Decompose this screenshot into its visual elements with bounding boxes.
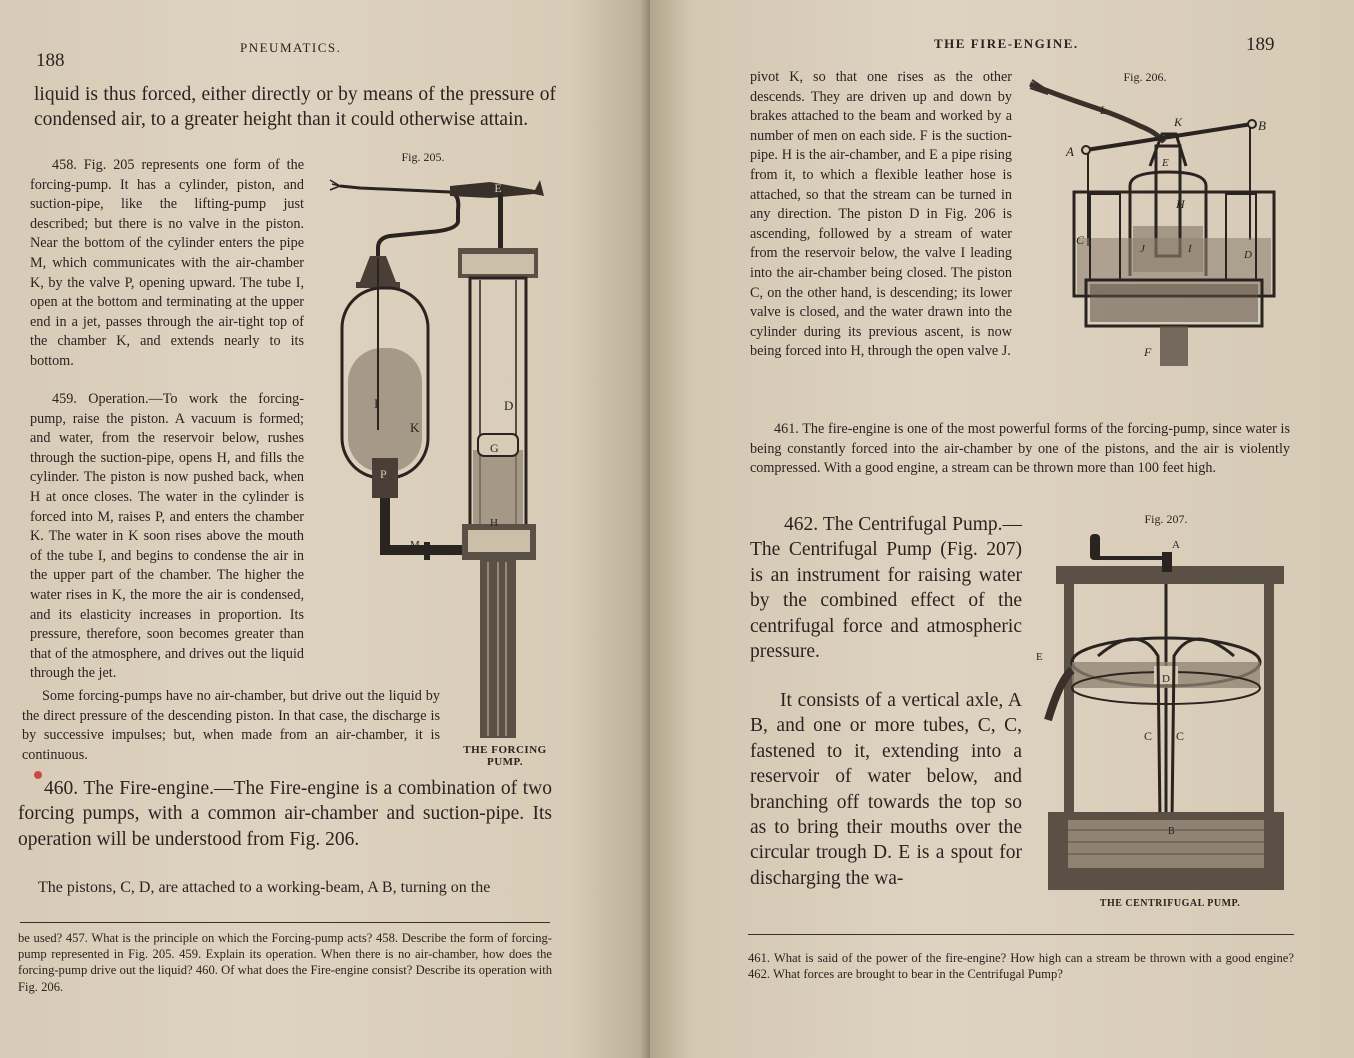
paragraph-461: 461. The fire-engine is one of the most powerful forms of the forcing-pump, since water is being constantly forced into the air-chamber by one of the pistons, and the air is violently compressed. With a good engine, a stream can be thrown more than 100 feet high. xyxy=(750,421,1290,477)
paragraph-459: 459. Operation.—To work the forcing-pump, raise the piston. A vacuum is formed; and water, from the reservoir below, rushes through the suction-pipe, opens H, and fills the cylinder. The piston is now pushed back, when H at once closes. The water in the cylinder is forced into M, raises P, and enters the chamber K. The water in K soon rises above the mouth of the tube I, and begins to condense the air in the upper part of the chamber. The higher the water rises in K, the more the air is condensed, and its elasticity increases in proportion. Its pressure, therefore, soon becomes greater than that of the atmosphere, and drives out the liquid through the jet. xyxy=(30,391,304,682)
footnote-rule-left xyxy=(20,922,550,923)
page-number-right: 189 xyxy=(1246,34,1275,55)
fig-206-letter-j: J xyxy=(1140,243,1145,255)
fig-207-label: Fig. 207. xyxy=(1144,512,1188,526)
fig-207-letter-c-right: C xyxy=(1176,729,1185,743)
fig-207-letter-c-left: C xyxy=(1144,729,1153,743)
intro-paragraph: liquid is thus forced, either directly or by means of the pressure of condensed air, to a greater height than it could otherwise attain. xyxy=(34,84,556,131)
footnote-left: be used? 457. What is the principle on which the Forcing-pump acts? 458. Describe the form of forcing-pump represented in Fig. 205. 459. Explain its operation. When there is no air-chamber, how does the forcing-pump drive out the liquid? 460. Of what does the Fire-engine consist? Describe its operation with Fig. 206. xyxy=(18,931,552,994)
fig-206-letter-l-outer: L xyxy=(1100,103,1107,117)
fig-206-letter-c: C xyxy=(1076,233,1085,247)
fig-206-letter-b: B xyxy=(1258,118,1266,133)
paragraph-458: 458. Fig. 205 represents one form of the forcing-pump. It has a cylinder, piston, and suction-pipe, like the lifting-pump just described; but there is no valve in the piston. Near the bottom of the cylinder enters the pipe M, which communicates with the air-chamber K, by the valve P, opening upward. The tube I, open at the bottom and terminating at the upper end in a jet, passes through the air-tight top of the chamber K, and extends nearly to its bottom. xyxy=(30,157,304,369)
fig-205-letter-e: E xyxy=(494,181,502,195)
fig-206-letter-h: H xyxy=(1176,197,1185,211)
fig-206-letter-f: F xyxy=(1144,345,1152,359)
fig-206-letter-k: K xyxy=(1174,115,1183,129)
centrifugal-pump-illustration xyxy=(1038,530,1290,894)
fig-205-caption: THE FORCING PUMP. xyxy=(463,744,547,768)
paragraph-pistons: The pistons, C, D, are attached to a working-beam, A B, turning on the xyxy=(38,879,491,896)
fire-engine-illustration xyxy=(1030,76,1300,368)
fig-206-letter-d: D xyxy=(1244,249,1252,261)
paragraph-462: 462. The Centrifugal Pump.—The Centrifugal Pump (Fig. 207) is an instrument for raising water by the combined effect of the centrifugal force and atmospheric pressure. xyxy=(750,514,1022,663)
left-page xyxy=(0,0,650,1058)
page-number-left: 188 xyxy=(36,50,65,71)
fig-206-letter-a: A xyxy=(1066,144,1074,159)
fig-207-letter-e: E xyxy=(1036,651,1043,663)
paragraph-460: 460. The Fire-engine.—The Fire-engine is a combination of two forcing pumps, with a common air-chamber and suction-pipe. Its operation will be understood from Fig. 206. xyxy=(18,778,552,850)
footnote-right: 461. What is said of the power of the fire-engine? How high can a stream be thrown with a good engine? 462. What forces are brought to bear in the Centrifugal Pump? xyxy=(748,951,1294,982)
fig-205-letter-m: M xyxy=(410,539,420,551)
paragraph-consists: It consists of a vertical axle, A B, and one or more tubes, C, C, fastened to it, extending into a reservoir of water below, and branching off towards the top so as to bring their mouths over the circular trough D. E is a spout for discharging the wa- xyxy=(750,690,1022,889)
fig-205-letter-p: P xyxy=(380,467,387,481)
right-page xyxy=(650,0,1354,1058)
forcing-pump-illustration xyxy=(330,170,580,742)
fig-206-label: Fig. 206. xyxy=(1123,70,1167,84)
fig-205-letter-k: K xyxy=(410,420,420,435)
paragraph-pivot: pivot K, so that one rises as the other descends. They are driven up and down by brakes attached to the beam and worked by a number of men on each side. F is the suction-pipe. H is the air-chamber, and E a pipe rising from it, to which a flexible leather hose is attached, so that the stream can be turned in any direction. The piston D in Fig. 206 is ascending, followed by a stream of water from the reservoir below, the valve I leading into the air-chamber being closed. The piston C, on the other hand, is descending; its lower valve is closed, and the water drawn into the cylinder during its previous ascent, is now being forced into H, through the open valve J. xyxy=(750,69,1012,360)
fig-207-caption: THE CENTRIFUGAL PUMP. xyxy=(1099,898,1241,909)
fig-206-letter-e: E xyxy=(1162,157,1169,169)
footnote-rule-right xyxy=(748,934,1294,935)
fig-205-letter-g: G xyxy=(490,441,499,455)
paragraph-forcing-pumps-no-chamber: Some forcing-pumps have no air-chamber, but drive out the liquid by the direct pressure of the descending piston. In that case, the discharge is by successive impulses; but, when made from an air-chamber, it is continuous. xyxy=(22,688,440,763)
fig-207-letter-d: D xyxy=(1162,673,1170,685)
fig-205-letter-i: I xyxy=(374,396,379,411)
fig-207-letter-a: A xyxy=(1172,539,1180,551)
running-head-left: PNEUMATICS. xyxy=(240,40,342,55)
running-head-right: THE FIRE-ENGINE. xyxy=(934,36,1079,51)
fig-206-letter-i: I xyxy=(1188,243,1192,255)
fig-207-letter-b: B xyxy=(1168,826,1175,837)
fig-205-letter-h: H xyxy=(490,517,498,529)
fig-205-label: Fig. 205. xyxy=(401,150,445,164)
fig-205-letter-d: D xyxy=(504,398,514,413)
